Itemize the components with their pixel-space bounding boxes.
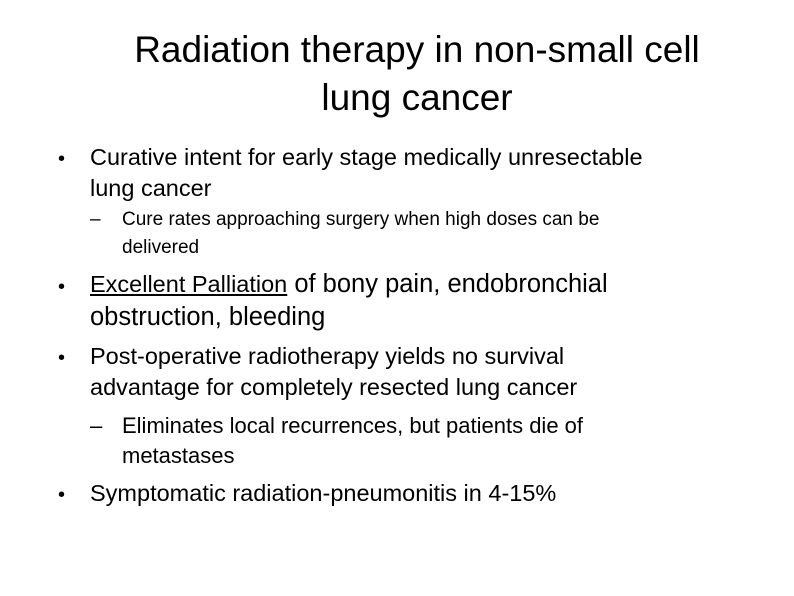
bullet-line-1 <box>90 268 750 301</box>
dash-marker: – <box>90 209 101 230</box>
slide-title <box>60 26 774 122</box>
title-line-2: lung cancer <box>321 77 513 118</box>
bullet-marker: • <box>58 347 66 369</box>
subbullet-text <box>122 206 782 262</box>
underlined-phrase: Excellent Palliation <box>90 271 288 297</box>
bullet-line-2: advantage for completely resected lung cancer <box>90 374 578 400</box>
bullet-marker: • <box>58 148 66 170</box>
bullet-text <box>90 341 750 403</box>
bullet-marker: • <box>58 484 66 506</box>
subbullet-text <box>122 411 782 471</box>
bullet-text <box>90 478 750 509</box>
bullet-line-1: Curative intent for early stage medically unresectable <box>90 144 643 170</box>
subbullet-line-1: Eliminates local recurrences, but patients die of <box>122 413 584 438</box>
bullet-line-1: Symptomatic radiation-pneumonitis in 4-15% <box>90 480 557 506</box>
bullet-line-1-rest: of bony pain, endobronchial <box>287 270 608 298</box>
title-line-1: Radiation therapy in non-small cell <box>134 29 700 70</box>
subbullet-line-2: metastases <box>122 443 235 468</box>
subbullet-line-2: delivered <box>122 237 200 258</box>
bullet-line-2: obstruction, bleeding <box>90 303 326 331</box>
bullet-line-2: lung cancer <box>90 175 212 201</box>
bullet-text <box>90 268 750 334</box>
bullet-text <box>90 142 750 204</box>
subbullet-line-1: Cure rates approaching surgery when high doses can be <box>122 209 600 230</box>
bullet-marker: • <box>58 276 66 298</box>
dash-marker: – <box>90 413 103 438</box>
bullet-line-1: Post-operative radiotherapy yields no survival <box>90 343 565 369</box>
